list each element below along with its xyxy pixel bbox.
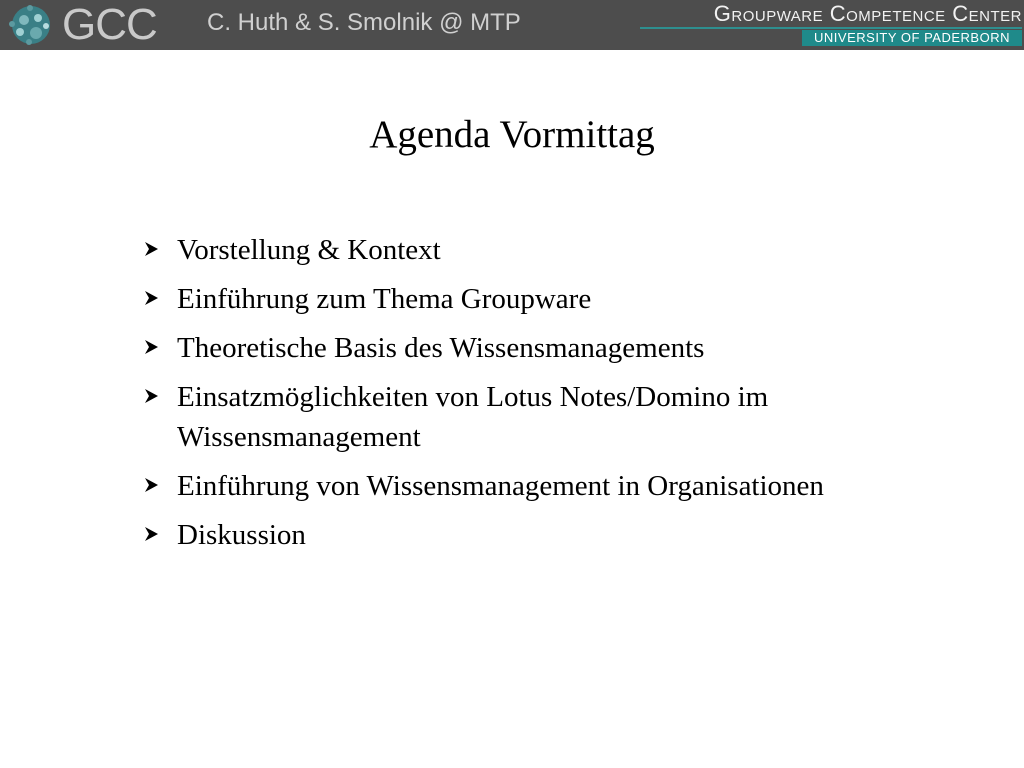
arrow-bullet-icon [140,385,162,407]
agenda-item [140,328,960,368]
arrow-bullet-icon [140,238,162,260]
organization-name: Groupware Competence Center [713,1,1022,26]
slide-title: Agenda Vormittag [369,113,655,156]
agenda-item [140,230,960,270]
agenda-item-text: Einführung zum Thema Groupware [177,283,592,315]
presenter-text: C. Huth & S. Smolnik @ MTP [207,9,521,36]
agenda-item-text: Vorstellung & Kontext [177,234,441,266]
agenda-item [140,466,960,506]
agenda-item-text: Einführung von Wissensmanagement in Organisationen [177,470,824,502]
agenda-item [140,515,960,555]
header-bar [0,0,1024,50]
arrow-bullet-icon [140,474,162,496]
gcc-logo-icon [2,2,60,48]
agenda-item [140,377,960,457]
agenda-item-text: Diskussion [177,519,306,551]
agenda-item-text: Theoretische Basis des Wissensmanagements [177,332,705,364]
university-name: UNIVERSITY OF PADERBORN [802,30,1022,46]
arrow-bullet-icon [140,523,162,545]
agenda-item [140,279,960,319]
agenda-list [140,230,960,564]
organization-logo [638,2,1022,46]
logo-text: GCC [62,0,157,49]
arrow-bullet-icon [140,287,162,309]
arrow-bullet-icon [140,336,162,358]
organization-divider [640,27,1022,29]
agenda-item-text: Einsatzmöglichkeiten von Lotus Notes/Domino im Wissensmanagement [177,381,769,453]
